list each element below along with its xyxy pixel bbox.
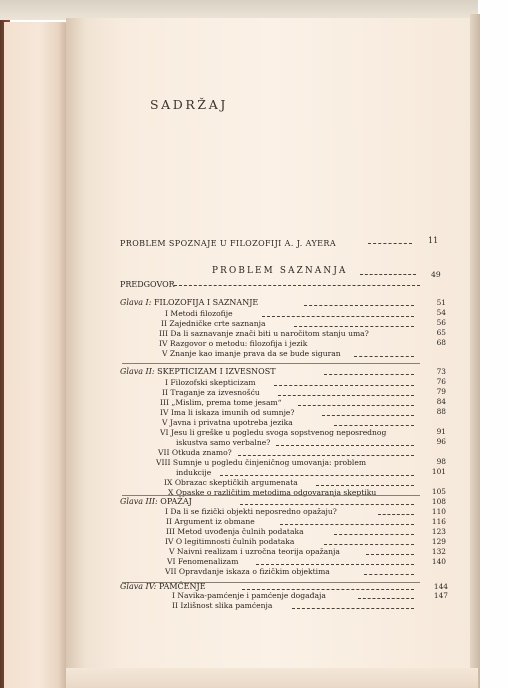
leader-dots [322,415,414,416]
section-label: I Metodi filozofije [165,309,233,318]
leader-dots [316,485,414,486]
section-page: 79 [436,387,446,396]
section-label: II Argument iz obmane [166,517,255,526]
section-label: I Da li se fizički objekti neposredno opažaju? [165,507,337,516]
chapter-title: FILOZOFIJA I SAZNANJE [153,298,259,307]
preface-page: 49 [431,270,441,279]
leader-dots [360,274,416,275]
section-page: 91 [436,427,446,436]
chapter-title: SKEPTICIZAM I IZVESNOST [157,367,276,376]
leader-dots [292,608,414,609]
section-page: 68 [436,338,446,347]
section-page: 147 [433,591,448,600]
leader-dots [294,326,414,327]
chapter-title: PAMĆENJE [158,582,206,591]
leader-dots [242,589,414,590]
section-label: III Metod uvođenja čulnih podataka [166,527,304,536]
section-page: 84 [436,397,446,406]
section-label: V Naivni realizam i uzročna teorija opažanja [169,547,340,556]
chapter-page: 144 [433,582,448,591]
chapter-1-heading [120,298,258,307]
section-page: 116 [431,517,446,526]
chapter-number: Glava II: [120,367,155,376]
section-label: IX Obrazac skeptičkih argumenata [164,478,298,487]
leader-dots [278,395,414,396]
leader-dots [280,524,414,525]
section-label: VIII Sumnje u pogledu činjeničnog umovanja: problem [156,458,367,467]
part-heading: PROBLEM SAZNANJA [212,266,348,276]
section-label: VI Fenomenalizam [167,557,239,566]
divider [122,495,420,496]
section-label: II Izlišnost slika pamćenja [172,601,273,610]
chapter-2-heading [120,367,276,376]
chapter-page: 108 [431,497,446,506]
leader-dots [298,405,414,406]
divider [122,363,420,364]
leader-dots [220,475,414,476]
section-page: 132 [431,547,446,556]
leader-dots [324,374,414,375]
section-page: 76 [436,377,446,386]
chapter-3-heading [120,497,192,506]
chapter-number: Glava I: [120,298,152,307]
section-label: III „Mislim, prema tome jesam“ [160,398,282,407]
section-label: IV O legitimnosti čulnih podataka [165,537,295,546]
section-label: III Da li saznavanje znači biti u naročitom stanju uma? [159,329,369,338]
leader-dots [334,425,414,426]
section-label: I Filozofski skepticizam [165,378,256,387]
chapter-number: Glava IV: [120,582,157,591]
section-page: 105 [431,487,446,496]
section-page: 101 [431,467,446,476]
intro-entry-label: PROBLEM SPOZNAJE U FILOZOFIJI A. J. AYERA [120,239,336,248]
leader-dots [262,316,414,317]
section-label: IV Razgovor o metodu: filozofija i jezik [159,339,308,348]
section-label: I Navika-pamćenje i pamćenje događaja [172,591,326,600]
leader-dots [324,544,414,545]
leader-dots [358,598,414,599]
section-page: 88 [436,407,446,416]
preface-label: PREDGOVOR [120,280,175,289]
section-label: X Opaske o različitim metodima odgovaranja skeptiku [168,488,377,497]
leader-dots [174,285,420,286]
section-page: 56 [436,318,446,327]
chapter-title: OPAŽAJ [160,497,192,506]
section-page: 140 [431,557,446,566]
section-page: 96 [436,437,446,446]
leader-dots [368,243,412,244]
leader-dots [304,305,414,306]
section-page: 54 [436,308,446,317]
section-page: 129 [431,537,446,546]
leader-dots [366,554,414,555]
page-title: SADRŽAJ [150,97,228,112]
leader-dots [364,574,414,575]
leader-dots [334,534,414,535]
section-page: 65 [436,328,446,337]
intro-entry-page: 11 [428,236,439,245]
leader-dots [240,504,414,505]
section-label: VII Opravdanje iskaza o fizičkim objektima [165,567,330,576]
section-label: iskustva samo verbalne? [176,438,271,447]
leader-dots [274,385,414,386]
section-label: VII Otkuda znamo? [158,448,232,457]
section-page: 123 [431,527,446,536]
leader-dots [378,514,414,515]
section-label: V Znanje kao imanje prava da se bude siguran [162,349,341,358]
section-label: VI Jesu li greške u pogledu svoga sopstvenog neposrednog [160,428,387,437]
section-label: IV Ima li iskaza imunih od sumnje? [160,408,295,417]
leader-dots [276,445,414,446]
leader-dots [256,564,414,565]
chapter-page: 51 [436,298,446,307]
leader-dots [354,356,414,357]
section-label: indukcije [176,468,212,477]
section-page: 98 [436,457,446,466]
chapter-4-heading [120,582,206,591]
chapter-number: Glava III: [120,497,158,506]
section-page: 110 [431,507,446,516]
leader-dots [238,455,414,456]
chapter-page: 73 [436,367,446,376]
section-label: II Traganje za izvesnošću [162,388,260,397]
section-label: II Zajedničke crte saznanja [161,319,266,328]
section-label: V Javna i privatna upotreba jezika [162,418,293,427]
